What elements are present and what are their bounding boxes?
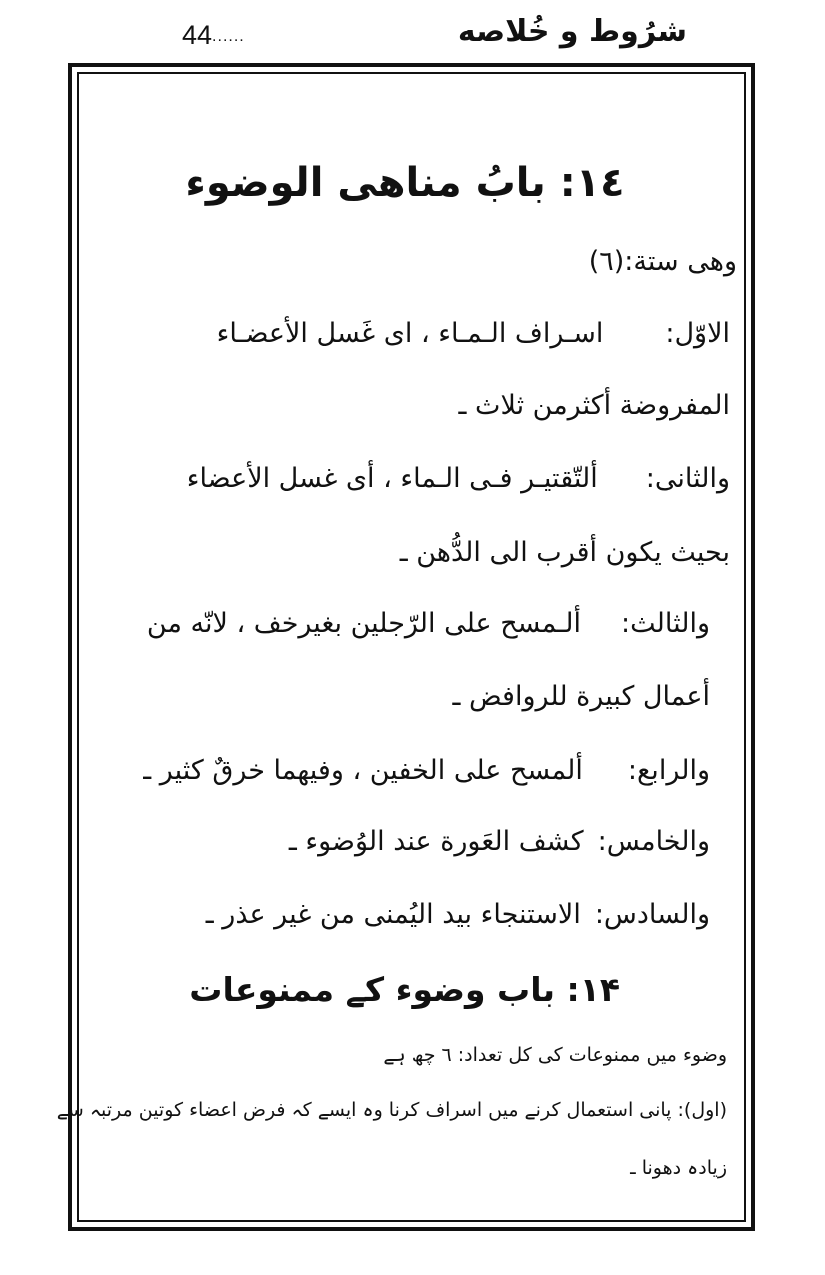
page-number-value: 44	[182, 20, 213, 50]
item-6-text: الاستنجاء بيد اليُمنی من غير عذر ـ	[205, 899, 581, 930]
item-3-line-1	[147, 608, 710, 639]
page-number-dots: ......	[212, 28, 245, 45]
chapter-title: ١٤: بابُ مناهی الوضوء	[185, 160, 625, 206]
item-4-label: والرابع:	[627, 755, 710, 786]
item-5-line	[289, 826, 710, 857]
item-5-label: والخامس:	[597, 826, 710, 857]
item-5-text: كشف العَورة عند الوُضوء ـ	[288, 826, 584, 857]
page-number	[182, 20, 245, 51]
item-1-line-1	[217, 318, 730, 349]
item-3-text: ألـمسح علی الرّجلين بغيرخف ، لانّه من	[146, 608, 582, 639]
item-2-text: ألتّقتيـر فـی الـماء ، أی غسل الأعضاء	[186, 463, 598, 494]
item-6-label: والسادس:	[594, 899, 710, 930]
item-1-label: الاوّل:	[665, 318, 730, 349]
item-1-text: اسـراف الـمـاء ، ای غَسل الأعضـاء	[216, 318, 604, 349]
running-header-title: شرُوط و خُلاصه	[457, 14, 687, 49]
item-2-label: والثانی:	[645, 463, 730, 494]
item-2-line-2: بحيث يكون أقرب الی الدُّهن ـ	[399, 537, 730, 568]
item-6-line	[206, 899, 710, 930]
item-3-line-2: أعمال كبيرة للروافض ـ	[452, 681, 710, 712]
urdu-line-1: وضوء میں ممنوعات کی کل تعداد: ٦ چھ ہے	[383, 1044, 727, 1066]
item-1-line-2: المفروضة أكثرمن ثلاث ـ	[458, 390, 730, 421]
item-3-label: والثالث:	[621, 608, 710, 639]
item-2-line-1	[187, 463, 730, 494]
urdu-chapter-title: ۱۴: باب وضوء کے ممنوعات	[189, 970, 620, 1009]
urdu-line-3: زیادہ دھونا ـ	[630, 1157, 727, 1179]
urdu-line-2: (اول): پانی استعمال کرنے میں اسراف کرنا وہ ایسے کہ فرض اعضاء کوتین مرتبہ سے	[56, 1099, 727, 1121]
item-4-text: ألمسح علی الخفين ، وفيهما خرقٌ كثير ـ	[143, 755, 583, 786]
item-4-line	[143, 755, 710, 786]
chapter-count-line: وهی ستة:(٦)	[588, 246, 737, 277]
